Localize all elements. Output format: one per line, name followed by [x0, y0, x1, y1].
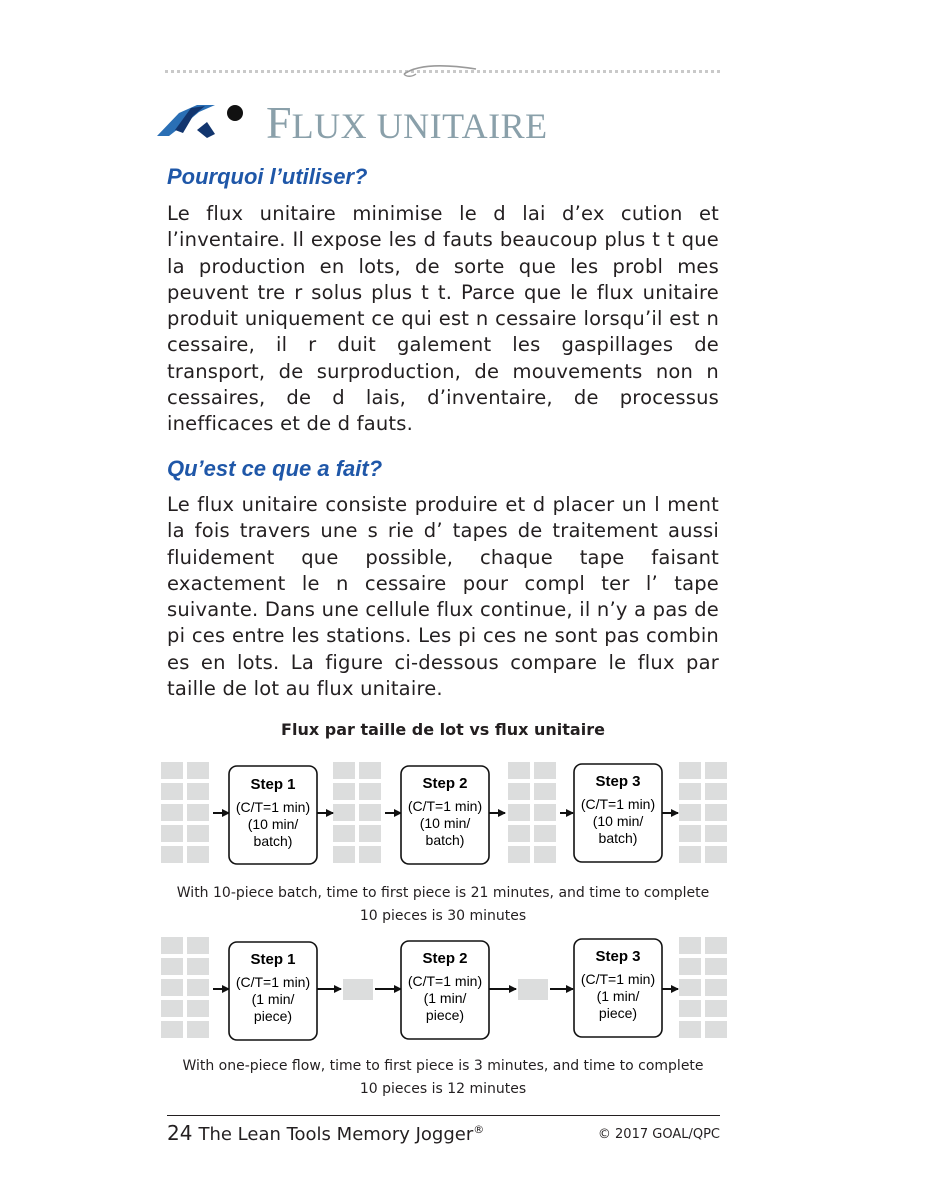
- copyright: © 2017 GOAL/QPC: [597, 1127, 720, 1142]
- step-time-line1: (1 min/: [423, 990, 467, 1006]
- step-time-line1: (10 min/: [247, 816, 299, 832]
- step-cycle-time: (C/T=1 min): [407, 973, 483, 989]
- step-time-line2: batch): [598, 830, 638, 846]
- section-body-what: Le flux unitaire consiste produire et d placer un l ment la fois travers une s rie d’ tapes de traitement aussi fluidement que possible, chaque tape faisant exactement le n cessaire pour compl ter l’ tape suivante. Dans une cellule flux continue, il n’y a pas de pi ces entre les stations. Les pi ces ne sont pas combin es en lots. La figure ci-dessous compare le flux par taille de lot au flux unitaire.: [167, 493, 719, 701]
- one-piece-caption: [160, 1055, 726, 1100]
- footer-book-info: [167, 1121, 484, 1145]
- inventory-stack: [161, 762, 209, 863]
- step-time-line1: (1 min/: [596, 988, 640, 1004]
- single-piece: [518, 979, 548, 1000]
- step-name: Step 1: [250, 951, 296, 968]
- step-box-3: [574, 764, 662, 862]
- step-name: Step 2: [422, 950, 468, 967]
- inventory-stack: [508, 762, 556, 863]
- one-piece-caption-line1: With one-piece flow, time to first piece is 3 minutes, and time to complete: [182, 1058, 704, 1074]
- section-heading-why: Pourquoi l’utiliser?: [167, 164, 368, 189]
- book-title: The Lean Tools Memory Jogger: [198, 1124, 474, 1145]
- step-cycle-time: (C/T=1 min): [580, 796, 656, 812]
- step-time-line2: batch): [253, 833, 293, 849]
- step-name: Step 1: [250, 776, 296, 793]
- runner-logo-icon: [157, 100, 247, 140]
- section-body-why: Le flux unitaire minimise le d lai d’ex cution et l’inventaire. Il expose les d fauts beaucoup plus t t que la production en lots, de sorte que les probl mes peuvent tre r solus plus t t. Parce que le flux unitaire produit uniquement ce qui est n cessaire lorsqu’il est n cessaire, il r duit galement les gaspillages de transport, de surproduction, de mouvements non n cessaires, de d lais, d’inventaire, de processus inefficaces et de d fauts.: [167, 202, 719, 436]
- step-cycle-time: (C/T=1 min): [407, 798, 483, 814]
- step-name: Step 3: [595, 773, 641, 790]
- section-heading-what: Qu’est ce que a fait?: [167, 456, 383, 481]
- step-box-3: [574, 939, 662, 1037]
- page-number: 24: [167, 1121, 193, 1145]
- inventory-stack: [679, 762, 727, 863]
- batch-caption-line2: 10 pieces is 30 minutes: [359, 907, 527, 924]
- chapter-title-initial: F: [266, 97, 292, 148]
- figure-title: Flux par taille de lot vs flux unitaire: [281, 720, 605, 739]
- step-box-2: [401, 766, 489, 864]
- step-time-line1: (10 min/: [419, 815, 471, 831]
- step-box-1: [229, 766, 317, 864]
- step-box-1: [229, 942, 317, 1040]
- step-time-line2: piece): [253, 1008, 293, 1024]
- inventory-stack: [161, 937, 209, 1038]
- step-time-line2: piece): [598, 1005, 638, 1021]
- batch-caption-line1: With 10-piece batch, time to first piece is 21 minutes, and time to complete: [176, 885, 710, 901]
- footer-rule: [167, 1115, 720, 1116]
- step-box-2: [401, 941, 489, 1039]
- step-name: Step 2: [422, 775, 468, 792]
- step-name: Step 3: [595, 948, 641, 965]
- single-piece: [343, 979, 373, 1000]
- step-cycle-time: (C/T=1 min): [235, 799, 311, 815]
- batch-caption: [160, 882, 726, 927]
- one-piece-caption-line2: 10 pieces is 12 minutes: [359, 1080, 527, 1097]
- swirl-ornament-icon: [396, 62, 481, 80]
- step-time-line1: (10 min/: [592, 813, 644, 829]
- one-piece-flow-diagram: [157, 935, 732, 1043]
- step-cycle-time: (C/T=1 min): [580, 971, 656, 987]
- step-time-line2: piece): [425, 1007, 465, 1023]
- step-time-line2: batch): [425, 832, 465, 848]
- step-cycle-time: (C/T=1 min): [235, 974, 311, 990]
- inventory-stack: [333, 762, 381, 863]
- step-time-line1: (1 min/: [251, 991, 295, 1007]
- chapter-title: [266, 96, 548, 149]
- batch-flow-diagram: [157, 760, 732, 868]
- chapter-title-rest: LUX UNITAIRE: [291, 106, 548, 146]
- registered-mark: ®: [473, 1123, 485, 1136]
- inventory-stack: [679, 937, 727, 1038]
